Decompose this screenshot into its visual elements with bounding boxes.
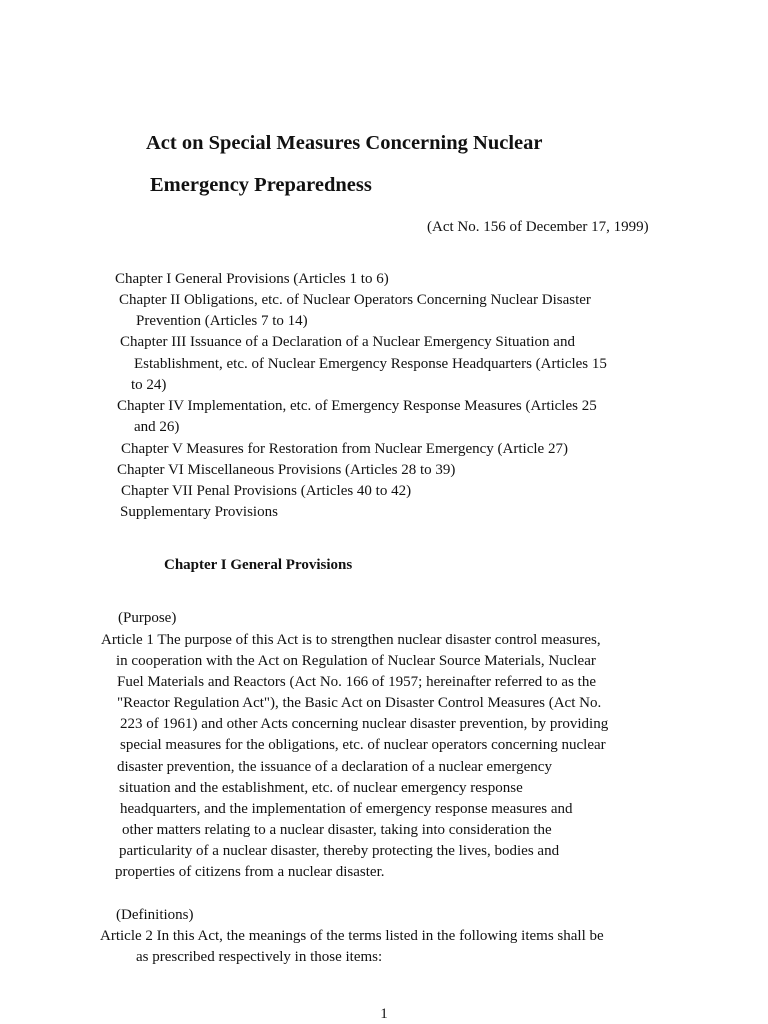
toc-item: Chapter VII Penal Provisions (Articles 40 to 42) [121, 483, 412, 499]
article-line: particularity of a nuclear disaster, thereby protecting the lives, bodies and [119, 843, 560, 859]
toc-item: Establishment, etc. of Nuclear Emergency Response Headquarters (Articles 15 [134, 356, 607, 372]
article-line: 223 of 1961) and other Acts concerning nuclear disaster prevention, by providing [120, 716, 609, 732]
article-line: Article 2 In this Act, the meanings of the terms listed in the following items shall be [100, 928, 604, 944]
article-line: Article 1 The purpose of this Act is to strengthen nuclear disaster control measures, [101, 632, 601, 648]
toc-item: Chapter I General Provisions (Articles 1 to 6) [115, 271, 389, 287]
toc-item: Chapter IV Implementation, etc. of Emergency Response Measures (Articles 25 [117, 398, 597, 414]
article-line: disaster prevention, the issuance of a declaration of a nuclear emergency [117, 759, 552, 775]
article-line: other matters relating to a nuclear disaster, taking into consideration the [122, 822, 552, 838]
toc-item: Prevention (Articles 7 to 14) [136, 313, 308, 329]
toc-item: Chapter V Measures for Restoration from Nuclear Emergency (Article 27) [121, 441, 568, 457]
article-caption: (Purpose) [118, 610, 177, 626]
article-line: properties of citizens from a nuclear disaster. [115, 864, 385, 880]
document-title-line-2: Emergency Preparedness [150, 174, 372, 196]
page-number: 1 [380, 1006, 388, 1022]
toc-item: Chapter III Issuance of a Declaration of a Nuclear Emergency Situation and [120, 334, 575, 350]
act-reference: (Act No. 156 of December 17, 1999) [427, 219, 649, 235]
article-line: as prescribed respectively in those items: [136, 949, 383, 965]
toc-item: to 24) [131, 377, 167, 393]
article-line: in cooperation with the Act on Regulation of Nuclear Source Materials, Nuclear [116, 653, 596, 669]
chapter-heading: Chapter I General Provisions [164, 557, 353, 573]
article-line: situation and the establishment, etc. of nuclear emergency response [119, 780, 523, 796]
article-line: "Reactor Regulation Act"), the Basic Act on Disaster Control Measures (Act No. [117, 695, 602, 711]
toc-item: Chapter VI Miscellaneous Provisions (Articles 28 to 39) [117, 462, 456, 478]
toc-item: and 26) [134, 419, 180, 435]
article-line: headquarters, and the implementation of emergency response measures and [120, 801, 573, 817]
toc-item: Chapter II Obligations, etc. of Nuclear Operators Concerning Nuclear Disaster [119, 292, 591, 308]
toc-item: Supplementary Provisions [120, 504, 278, 520]
article-line: Fuel Materials and Reactors (Act No. 166 of 1957; hereinafter referred to as the [117, 674, 596, 690]
article-line: special measures for the obligations, etc. of nuclear operators concerning nuclear [120, 737, 606, 753]
article-caption: (Definitions) [116, 907, 194, 923]
document-title-line-1: Act on Special Measures Concerning Nuclear [146, 132, 543, 154]
